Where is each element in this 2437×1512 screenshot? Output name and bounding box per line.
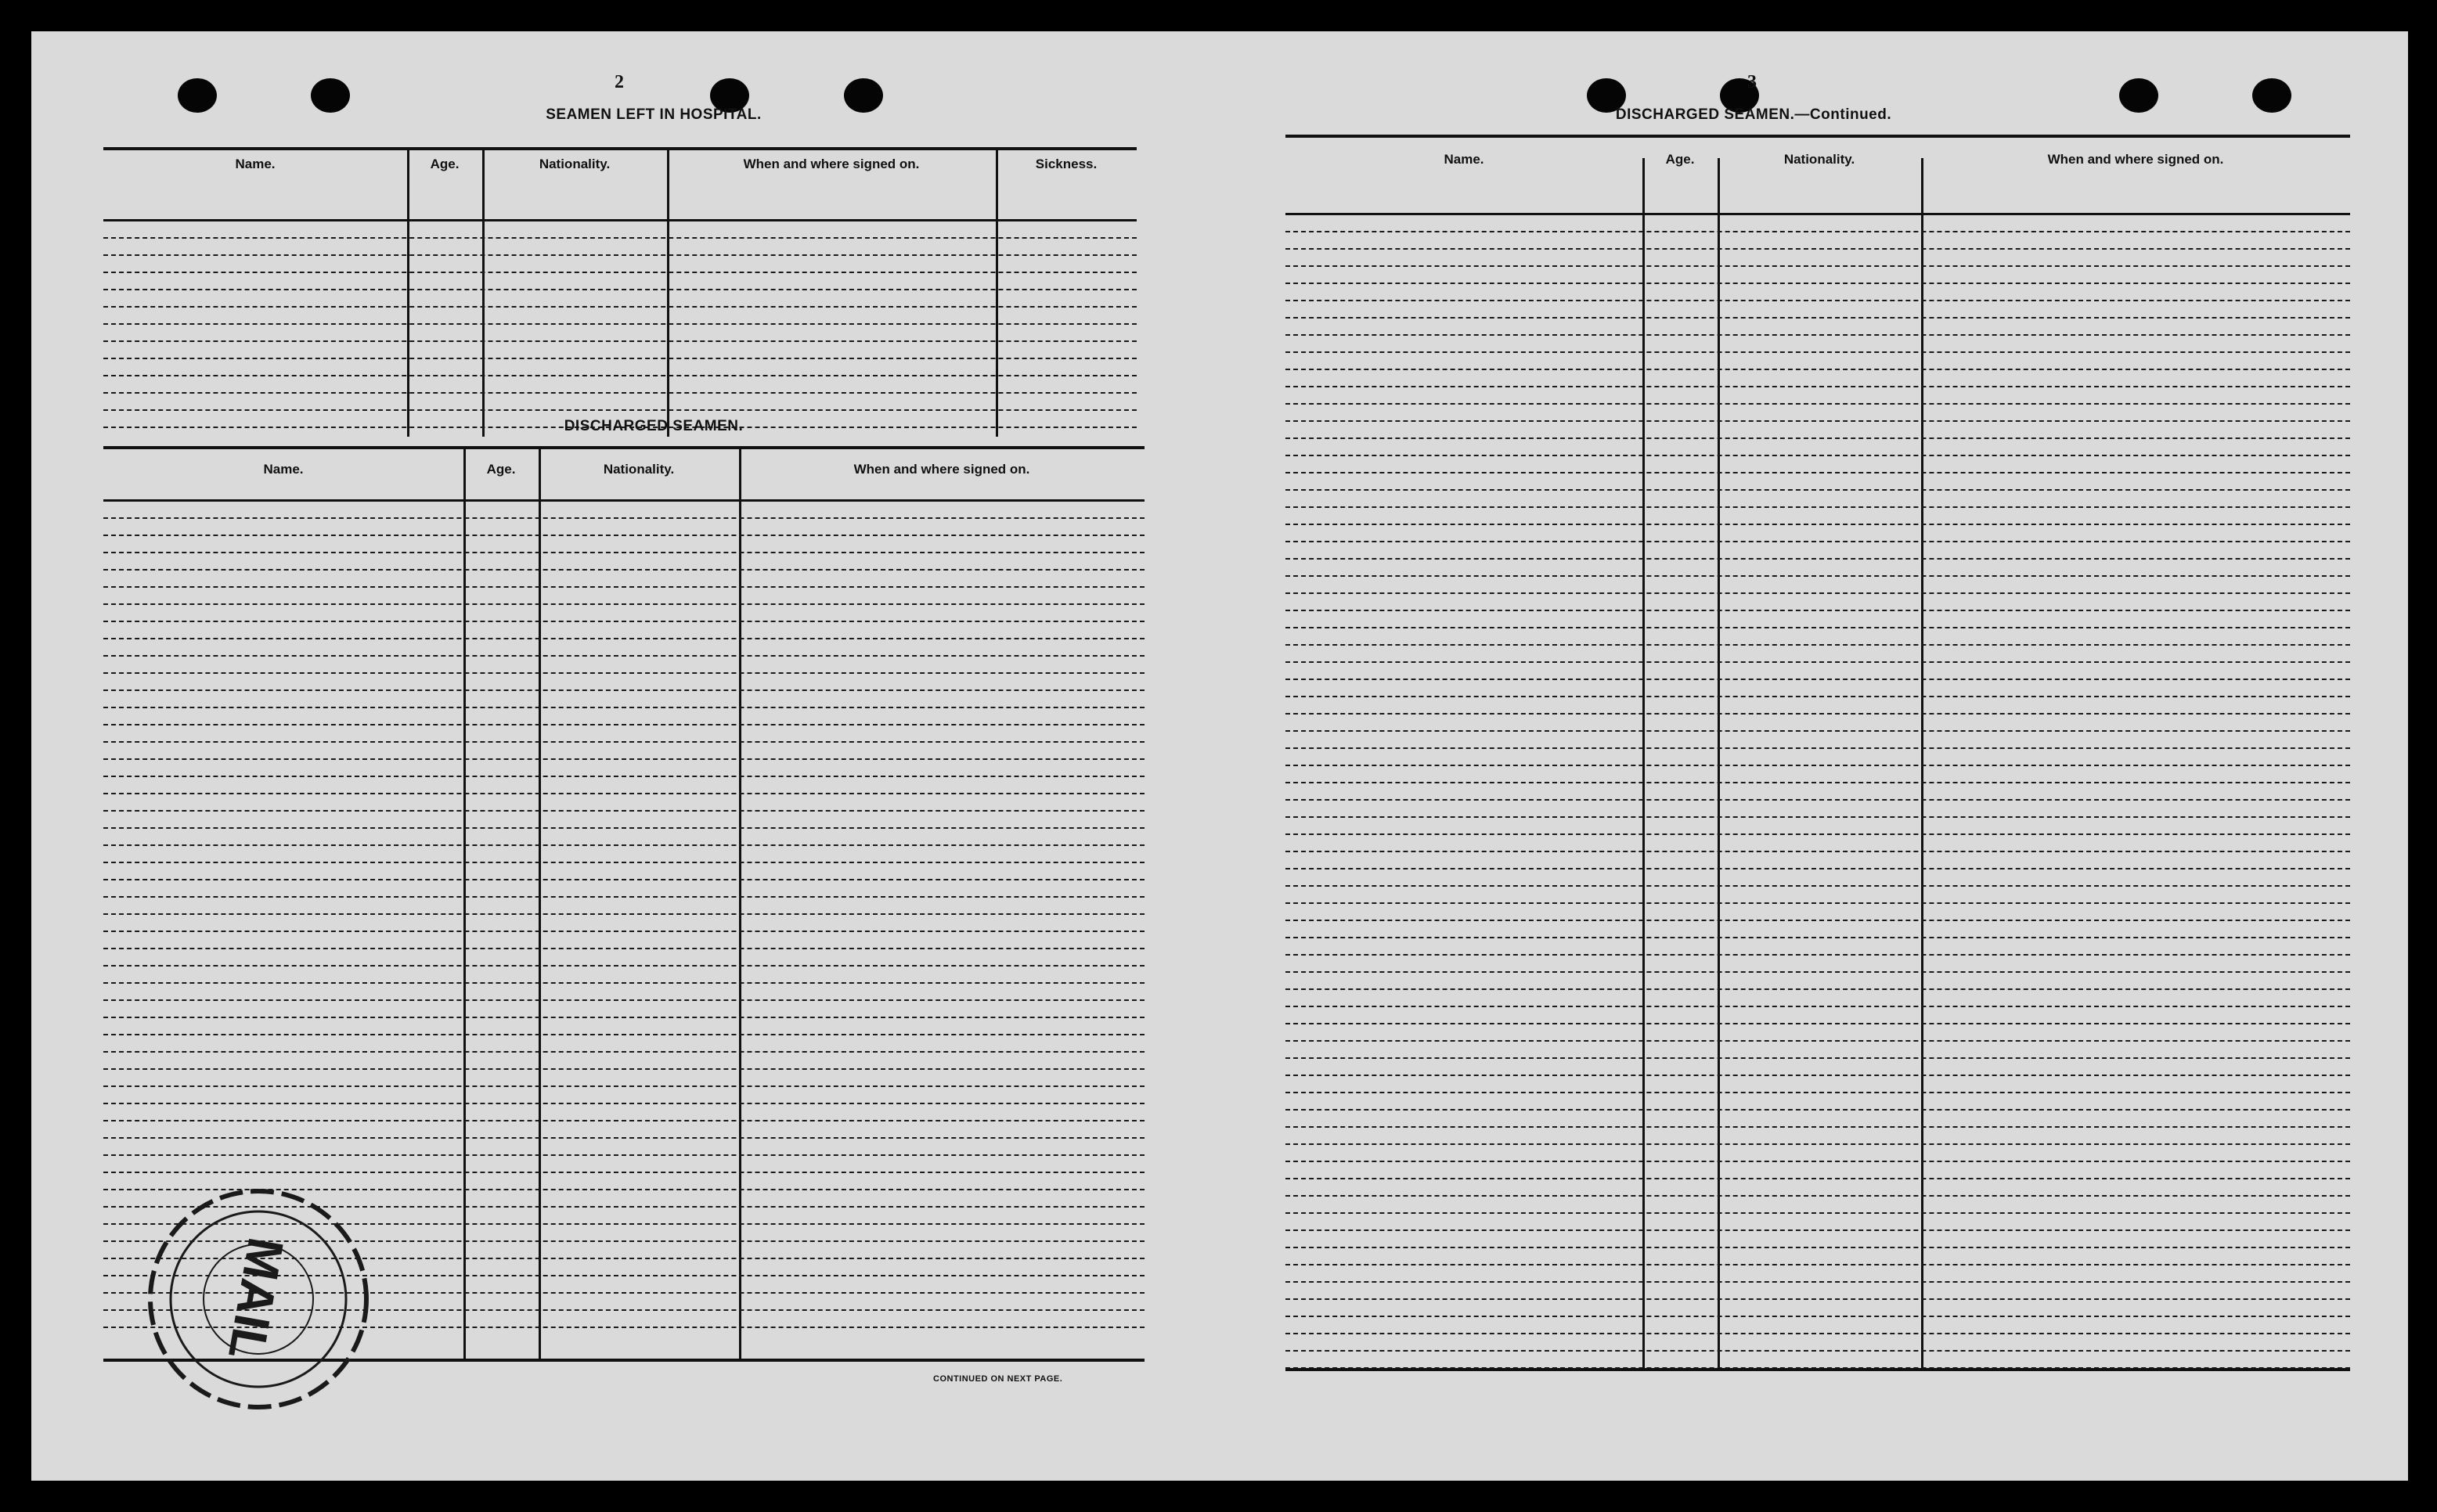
discharged-continued-title: DISCHARGED SEAMEN.—Continued. (1615, 106, 1892, 123)
table-row (1285, 1248, 2350, 1265)
table-row (1285, 508, 2350, 525)
col-header-signed-on: When and where signed on. (743, 157, 920, 171)
table-row (1285, 973, 2350, 990)
table-row (1285, 921, 2350, 938)
table-row (103, 846, 1145, 863)
table-row (103, 777, 1145, 794)
table-row (103, 588, 1145, 605)
table-row (103, 657, 1145, 674)
table-row (103, 342, 1137, 359)
table-row (1285, 680, 2350, 697)
table-row (103, 708, 1145, 725)
table-row (103, 1035, 1145, 1053)
table-row (103, 519, 1145, 536)
discharged-section-title: DISCHARGED SEAMEN. (564, 418, 744, 434)
table-row (1285, 405, 2350, 422)
table-row (103, 1001, 1145, 1018)
table-row (1285, 1128, 2350, 1145)
table-row (1285, 284, 2350, 301)
table-row (1285, 1093, 2350, 1111)
table-row (1285, 387, 2350, 405)
table-row (103, 967, 1145, 984)
table-row (103, 915, 1145, 932)
hospital-section-title: SEAMEN LEFT IN HOSPITAL. (546, 106, 762, 123)
table-row (103, 880, 1145, 898)
col-header-name: Name. (263, 462, 304, 477)
table-row (1285, 577, 2350, 594)
table-row (1285, 215, 2350, 232)
table-row (103, 1121, 1145, 1139)
table-row (1285, 990, 2350, 1007)
table-row (103, 622, 1145, 639)
table-row (1285, 715, 2350, 732)
hospital-rows (103, 221, 1137, 428)
table-row (103, 325, 1137, 342)
table-row (1285, 1283, 2350, 1300)
col-header-signed-on: When and where signed on. (2047, 152, 2224, 167)
table-row (103, 863, 1145, 880)
table-row (1285, 1334, 2350, 1352)
table-row (103, 898, 1145, 915)
table-row (1285, 801, 2350, 818)
table-row (103, 932, 1145, 949)
table-row (103, 239, 1137, 256)
table-row (1285, 1059, 2350, 1076)
stamp-text: MAIL (218, 1233, 295, 1364)
table-row (1285, 456, 2350, 473)
page-number-left: 2 (615, 72, 624, 92)
table-row (1285, 818, 2350, 835)
discharged-continued-rows (1285, 215, 2350, 1369)
table-row (1285, 697, 2350, 715)
table-row (103, 359, 1137, 376)
punch-hole (2119, 78, 2158, 113)
table-row (1285, 628, 2350, 646)
col-header-name: Name. (235, 157, 276, 171)
table-row (103, 1053, 1145, 1070)
table-row (1285, 542, 2350, 560)
table-row (103, 394, 1137, 411)
table-row (1285, 904, 2350, 921)
table-row (103, 829, 1145, 846)
table-row (103, 760, 1145, 777)
table-row (1285, 852, 2350, 869)
table-row (1285, 1352, 2350, 1369)
table-row (1285, 1024, 2350, 1042)
table-row (1285, 491, 2350, 508)
col-header-age: Age. (430, 157, 460, 171)
table-row (103, 1104, 1145, 1121)
table-row (103, 812, 1145, 829)
table-row (1285, 1007, 2350, 1024)
col-header-age: Age. (486, 462, 516, 477)
table-row (103, 743, 1145, 760)
table-row (1285, 1076, 2350, 1093)
table-row (103, 984, 1145, 1001)
table-row (1285, 422, 2350, 439)
table-row (1285, 1197, 2350, 1214)
table-row (103, 794, 1145, 812)
table-row (1285, 1042, 2350, 1059)
col-header-signed-on: When and where signed on. (853, 462, 1030, 477)
hospital-table (103, 147, 1137, 437)
table-row (1285, 319, 2350, 336)
table-row (1285, 439, 2350, 456)
table-row (1285, 1300, 2350, 1317)
punch-hole (311, 78, 350, 113)
table-row (1285, 783, 2350, 801)
table-row (1285, 835, 2350, 852)
table-row (103, 308, 1137, 325)
table-row (103, 1087, 1145, 1104)
table-row (103, 273, 1137, 290)
table-row (1285, 646, 2350, 663)
page-number-right: 3 (1747, 72, 1757, 92)
table-row (103, 639, 1145, 657)
table-row (103, 725, 1145, 743)
table-row (103, 502, 1145, 519)
table-row (1285, 232, 2350, 250)
table-row (103, 949, 1145, 967)
table-row (1285, 1317, 2350, 1334)
table-row (103, 256, 1137, 273)
table-row (1285, 473, 2350, 491)
table-row (103, 1139, 1145, 1156)
table-row (1285, 611, 2350, 628)
table-row (1285, 1231, 2350, 1248)
table-row (1285, 267, 2350, 284)
col-header-age: Age. (1665, 152, 1695, 167)
table-row (103, 605, 1145, 622)
continued-note: CONTINUED ON NEXT PAGE. (933, 1374, 1063, 1384)
table-row (103, 290, 1137, 308)
table-row (103, 536, 1145, 553)
table-row (103, 376, 1137, 394)
table-row (1285, 938, 2350, 956)
postmark-stamp-icon (133, 1182, 384, 1417)
table-row (1285, 1145, 2350, 1162)
table-row (1285, 560, 2350, 577)
table-row (1285, 732, 2350, 749)
table-row (1285, 956, 2350, 973)
table-row (1285, 1265, 2350, 1283)
punch-hole (2252, 78, 2291, 113)
table-row (103, 1018, 1145, 1035)
table-row (103, 1070, 1145, 1087)
table-row (103, 221, 1137, 239)
discharged-continued-table (1285, 135, 2350, 1371)
document-sheet (31, 31, 2408, 1481)
table-row (1285, 353, 2350, 370)
table-row (1285, 1214, 2350, 1231)
table-row (1285, 749, 2350, 766)
table-row (1285, 766, 2350, 783)
col-header-sickness: Sickness. (1035, 157, 1098, 171)
table-row (103, 674, 1145, 691)
table-row (1285, 887, 2350, 904)
table-row (1285, 663, 2350, 680)
table-row (103, 691, 1145, 708)
table-row (1285, 336, 2350, 353)
col-header-nationality: Nationality. (603, 462, 675, 477)
punch-hole (178, 78, 217, 113)
table-row (1285, 250, 2350, 267)
table-row (1285, 1111, 2350, 1128)
table-row (1285, 1179, 2350, 1197)
table-row (1285, 594, 2350, 611)
col-header-nationality: Nationality. (1783, 152, 1855, 167)
table-row (1285, 525, 2350, 542)
col-header-name: Name. (1444, 152, 1484, 167)
table-row (1285, 301, 2350, 319)
table-row (1285, 869, 2350, 887)
table-row (103, 1156, 1145, 1173)
table-row (103, 553, 1145, 571)
table-row (1285, 370, 2350, 387)
col-header-nationality: Nationality. (539, 157, 611, 171)
table-row (103, 571, 1145, 588)
table-row (1285, 1162, 2350, 1179)
